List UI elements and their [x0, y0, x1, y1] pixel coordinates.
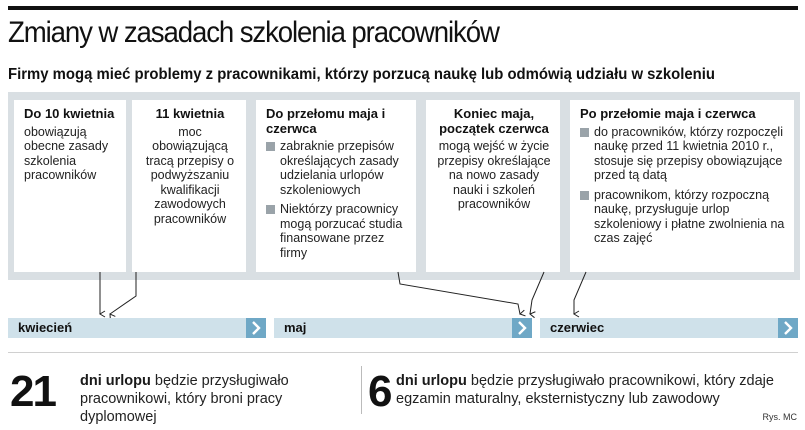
big-number-21: 21 — [10, 367, 55, 416]
chevron-right-icon — [246, 318, 266, 338]
page-title: Zmiany w zasadach szkolenia pracowników — [8, 16, 499, 49]
chevron-right-icon — [778, 318, 798, 338]
timeline-april — [8, 318, 266, 338]
month-label: kwiecień — [18, 320, 73, 335]
card-heading: 11 kwietnia — [155, 106, 225, 121]
bullet-text: zabraknie przepisów określających zasady udzielania urlopów szkoleniowych — [280, 139, 399, 197]
big-number-6: 6 — [368, 367, 391, 416]
footer-left-bold: dni urlopu — [80, 373, 151, 389]
footer-separator — [361, 366, 362, 414]
card-text: obowiązują obecne zasady szkolenia pracowników — [24, 124, 109, 182]
card-heading: Do 10 kwietnia — [24, 106, 115, 121]
bullet-text: do pracowników, którzy rozpoczęli naukę przed 11 kwietnia 2010 r., stosuje się przepisy obowiązujące przed tą datą — [594, 124, 783, 182]
footer-divider — [8, 352, 798, 353]
bullet-text: pracownikom, którzy rozpoczną naukę, przysługuje urlop szkoleniowy i płatne zwolnienia na czas zajęć — [594, 187, 785, 245]
footer-left-text — [80, 372, 352, 426]
image-credit: Rys. MC — [762, 412, 797, 422]
connector-line — [110, 272, 136, 314]
connector-line — [530, 272, 544, 314]
footer-right-text — [396, 372, 796, 408]
timeline-may — [274, 318, 532, 338]
bullet-text: Niektórzy pracownicy mogą porzucać studia finansowane przez firmy — [280, 202, 403, 260]
footer-right-rest: będzie przysługiwało pracownikowi, który zdaje egzamin maturalny, eksternistyczny lub zawodowy — [396, 373, 774, 407]
month-label: maj — [284, 320, 307, 335]
card-heading: Po przełomie maja i czerwca — [580, 106, 756, 121]
card-heading: Do przełomu maja i czerwca — [266, 106, 386, 136]
page-subtitle: Firmy mogą mieć problemy z pracownikami, którzy porzucą naukę lub odmówią udziału w szkoleniu — [8, 66, 715, 83]
month-label: czerwiec — [550, 320, 605, 335]
timeline-june — [540, 318, 798, 338]
footer-left-rest: będzie przysługiwało pracownikowi, który broni pracy dyplomowej — [80, 373, 289, 425]
card-text: moc obowiązującą tracą przepisy o podwyższaniu kwalifikacji zawodowych pracowników — [145, 124, 235, 226]
connector-line — [574, 272, 586, 314]
connector-line — [398, 272, 520, 314]
card-heading: Koniec maja, początek czerwca — [439, 106, 549, 136]
chevron-right-icon — [512, 318, 532, 338]
card-text: mogą wejść w życie przepisy określające na nowo zasady nauki i szkoleń pracowników — [437, 139, 551, 211]
footer-right-bold: dni urlopu — [396, 373, 467, 389]
